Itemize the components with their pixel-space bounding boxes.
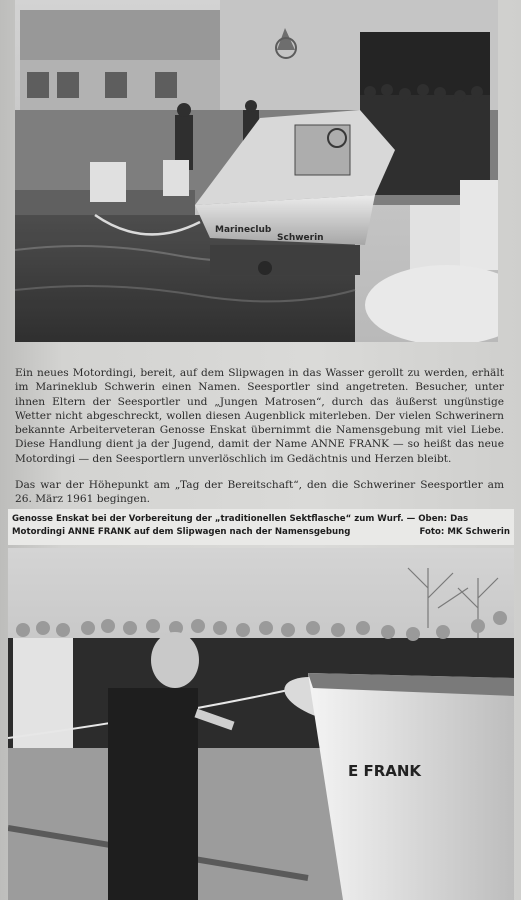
caption-line-2: Motordingi ANNE FRANK auf dem Slipwagen nach der Namensgebung — [12, 527, 351, 537]
bottom-photo-illustration — [8, 548, 514, 900]
top-hull-lettering-left: Marineclub — [215, 225, 272, 235]
article-paragraph-2: Das war der Höhepunkt am „Tag der Bereitschaft“, den die Schweriner Seesportler am 26. März 1961 begingen. — [15, 479, 504, 506]
top-photo-illustration — [15, 0, 498, 342]
photo-caption — [8, 509, 514, 545]
article-paragraph-1: Ein neues Motordingi, bereit, auf dem Slipwagen in das Wasser gerollt zu werden, erhält im Marineklub Schwerin einen Namen. Seesportler sind angetreten. Besucher, unter ihnen Eltern der Seesportler und „Jungen Matrosen“, durch das äußerst ungünstige Wetter nicht abgeschreckt, wollen diesen Augenblick miterleben. Der vielen Schwerinern bekannte Arbeiterveteran Genosse Enskat übernimmt die Namensgebung mit viel Liebe. Diese Handlung dient ja der Jugend, damit der Name ANNE FRANK — so heißt das neue Motordingi — den Seesportlern unverlöschlich im Gedächtnis und Herzen bleibt. — [15, 367, 504, 465]
photo-credit: Foto: MK Schwerin — [419, 527, 510, 537]
top-photo-boat-on-slipway — [15, 0, 498, 342]
caption-line-1: Genosse Enskat bei der Vorbereitung der „traditionellen Sektflasche“ zum Wurf. — Oben: Das — [12, 514, 469, 524]
bottom-photo-naming-ceremony — [8, 548, 514, 900]
bottom-hull-lettering: E FRANK — [348, 762, 422, 780]
top-hull-lettering-right: Schwerin — [277, 233, 324, 243]
